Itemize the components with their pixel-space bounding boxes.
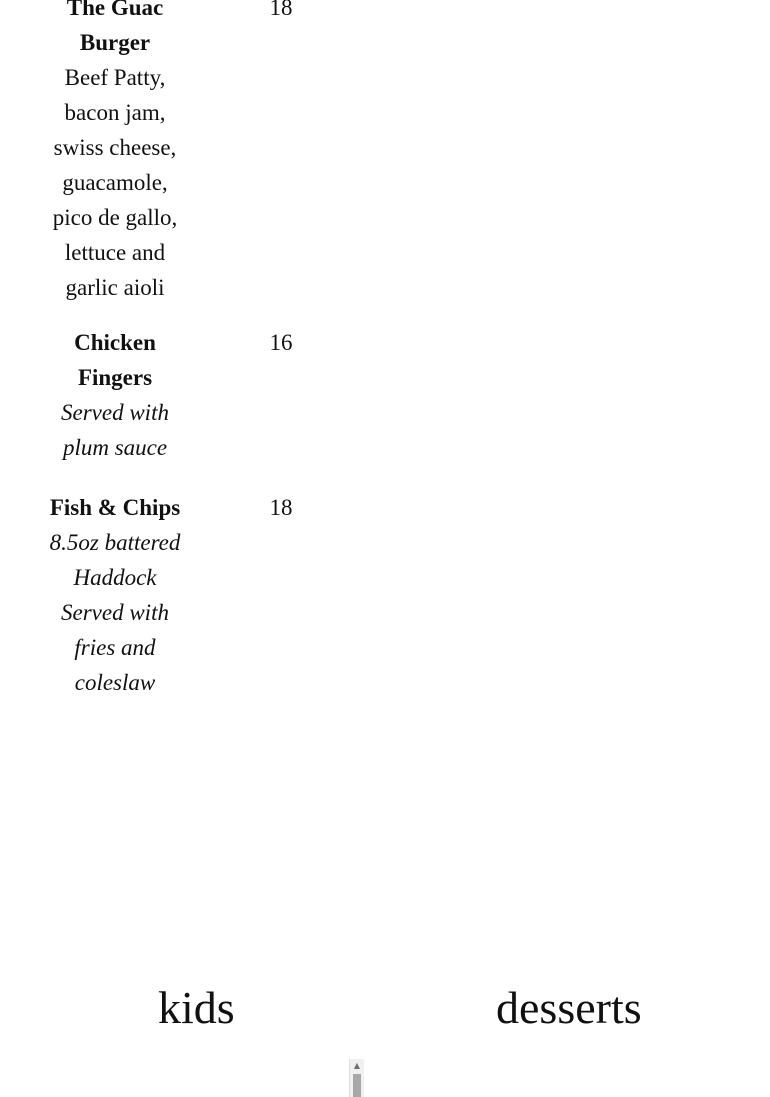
section-heading-desserts: desserts (496, 982, 642, 1033)
scrollbar[interactable] (349, 1059, 364, 1097)
chevron-up-icon[interactable]: ▲ (353, 1061, 361, 1070)
menu-item-description: Beef Patty, bacon jam, swiss cheese, guacamole, pico de gallo, lettuce and garlic aioli (52, 65, 178, 300)
menu-item (40, 490, 190, 700)
section-heading-kids: kids (158, 982, 235, 1033)
menu-item-name: Fish & Chips (49, 495, 181, 520)
menu-item (40, 0, 190, 305)
menu-item-name: The Guac Burger (66, 0, 164, 55)
menu-item-description: 8.5oz battered Haddock Served with fries and coleslaw (49, 530, 181, 695)
menu-item-price: 18 (269, 495, 293, 520)
menu-item-price: 18 (269, 0, 293, 20)
menu-item-name: Chicken Fingers (74, 330, 156, 390)
menu-item (40, 325, 190, 465)
scrollbar-thumb[interactable] (353, 1074, 361, 1097)
menu-item-description: Served with plum sauce (61, 400, 169, 460)
menu-item-price: 16 (269, 330, 293, 355)
